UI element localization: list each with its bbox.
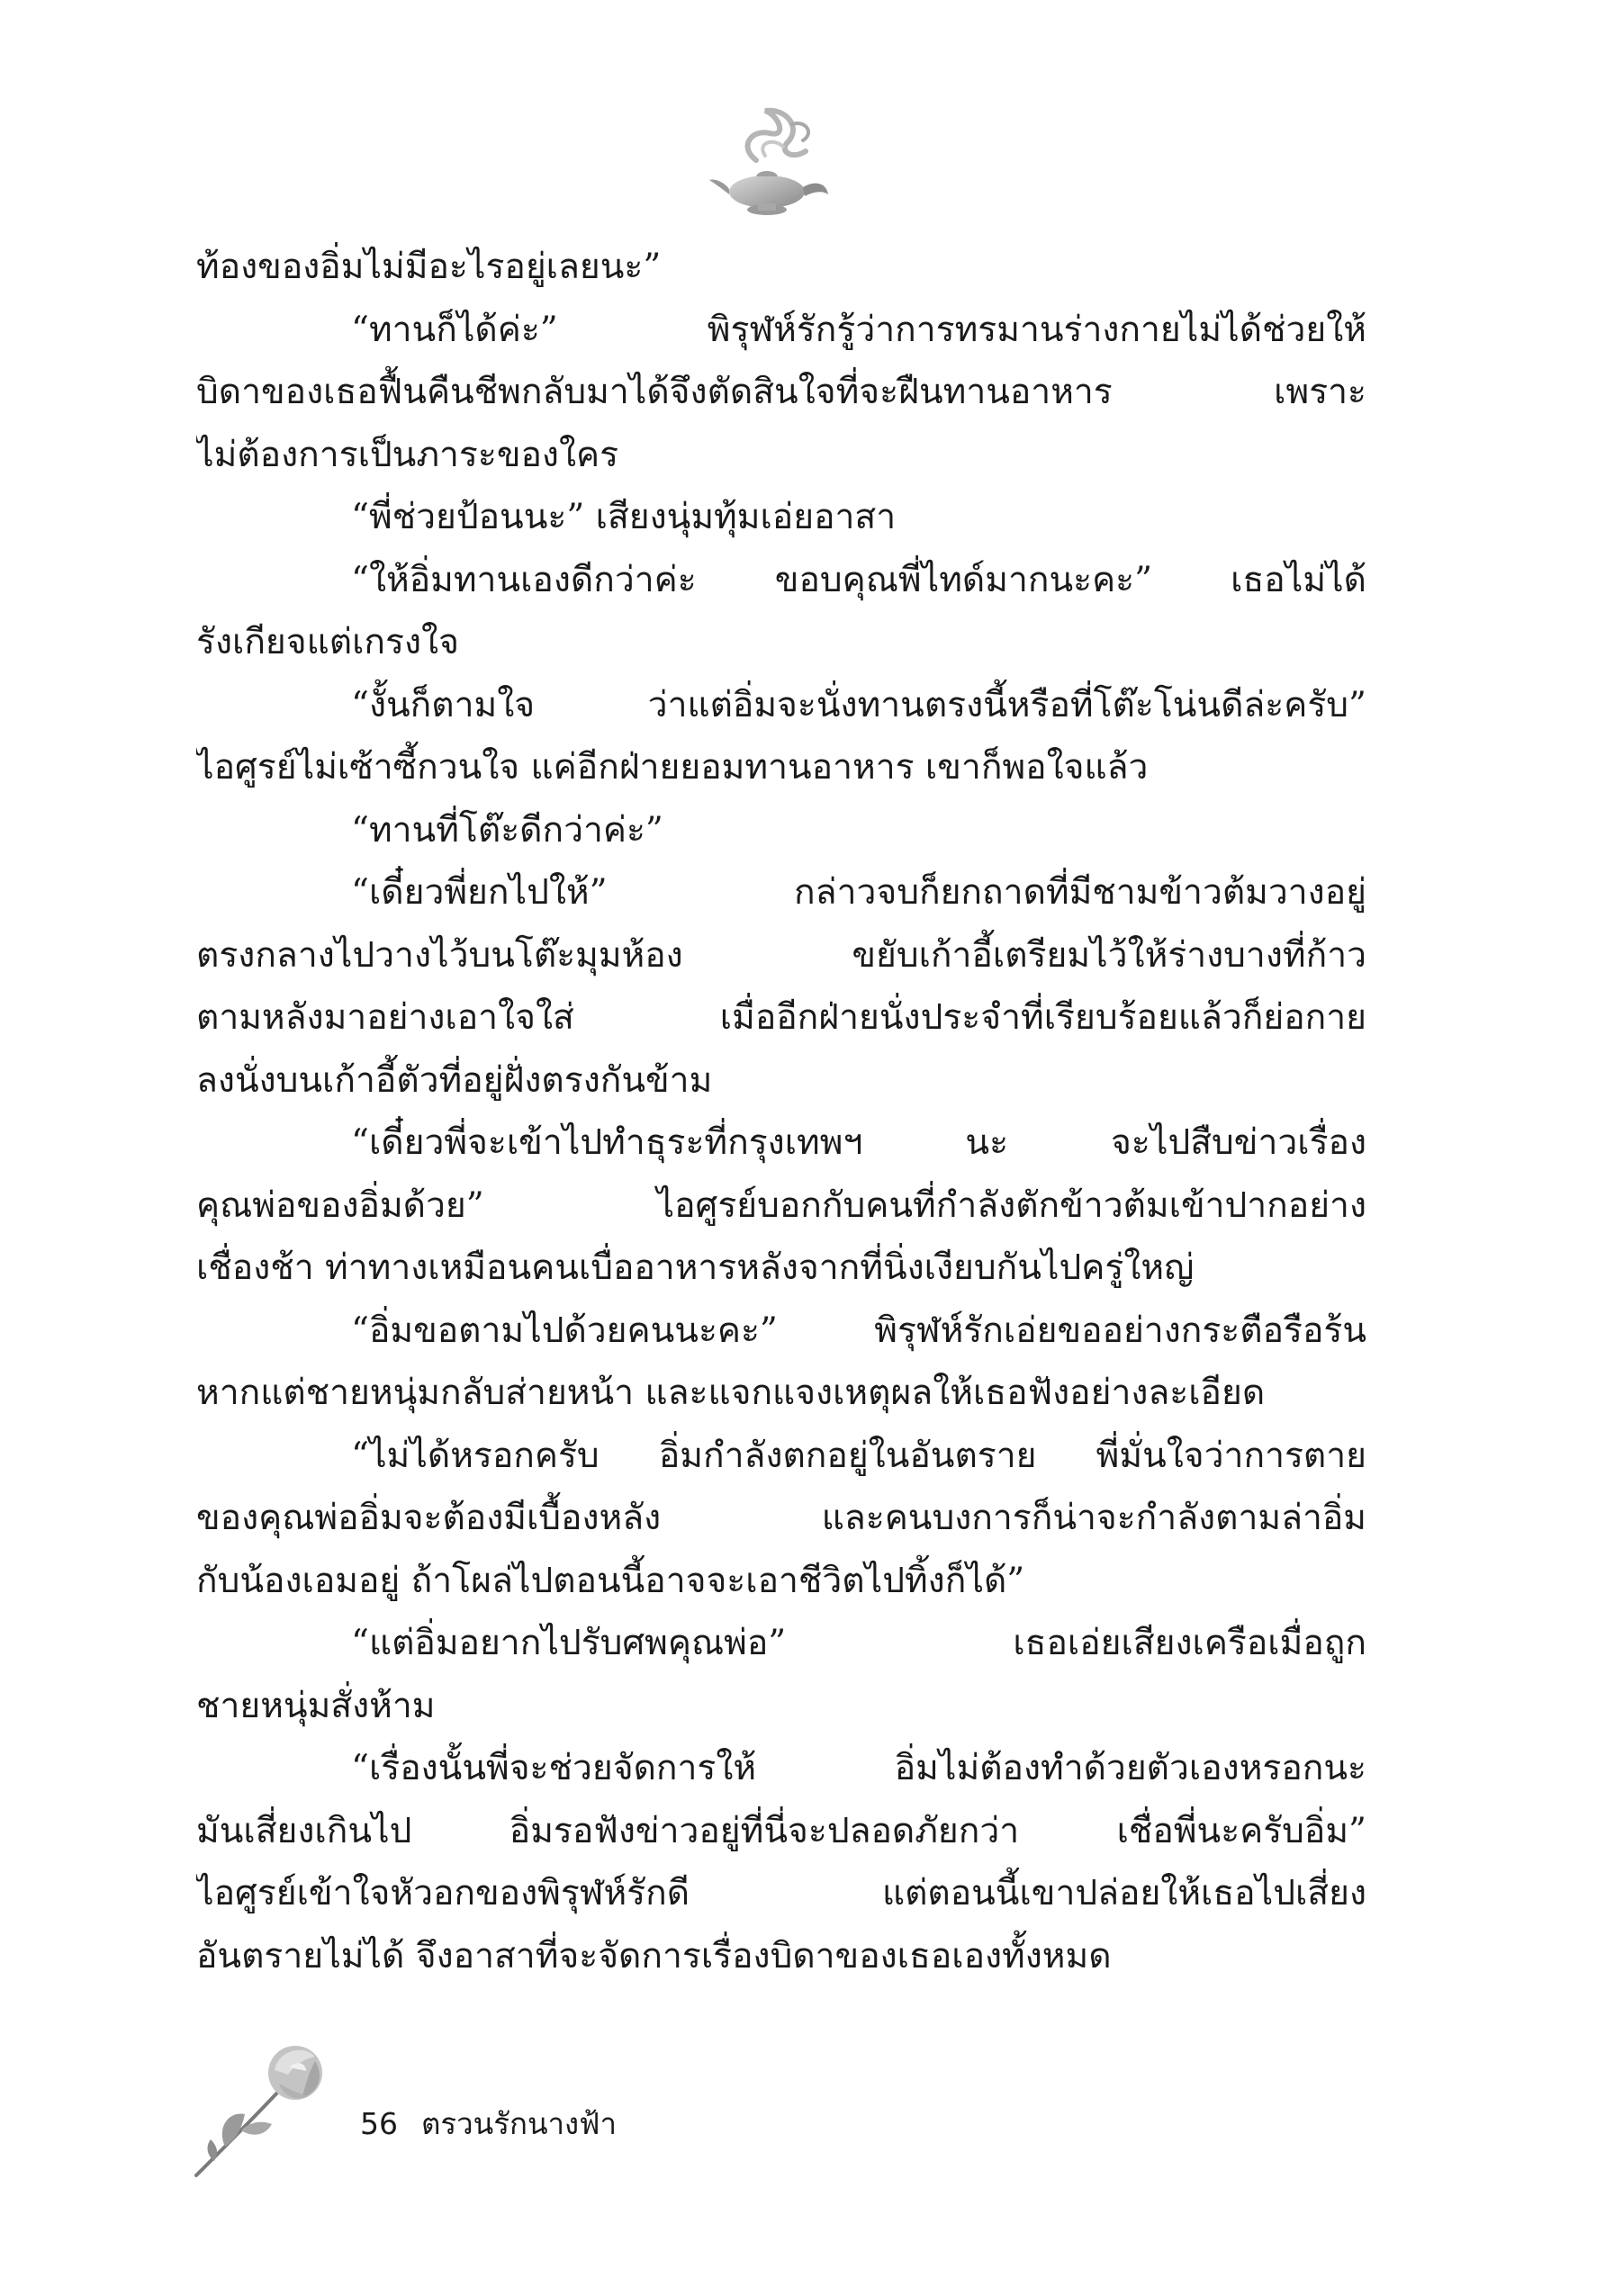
- text-line: “ไม่ได้หรอกครับ อิ่มกำลังตกอยู่ในอันตราย พี่มั่นใจว่าการตาย: [351, 1435, 1366, 1476]
- text-line: คุณพ่อของอิ่มด้วย” ไอศูรย์บอกกับคนที่กำลังตักข้าวต้มเข้าปากอย่าง: [196, 1184, 1366, 1226]
- magic-lamp-icon: [702, 97, 837, 232]
- text-line: “เดี๋ยวพี่จะเข้าไปทำธุระที่กรุงเทพฯ นะ จะไปสืบข่าวเรื่อง: [351, 1122, 1366, 1163]
- text-line: รังเกียจแต่เกรงใจ: [196, 622, 459, 662]
- text-line: ลงนั่งบนเก้าอี้ตัวที่อยู่ฝั่งตรงกันข้าม: [196, 1059, 713, 1101]
- text-line: ตรงกลางไปวางไว้บนโต๊ะมุมห้อง ขยับเก้าอี้เตรียมไว้ให้ร่างบางที่ก้าว: [196, 934, 1366, 976]
- text-line: กับน้องเอมอยู่ ถ้าโผล่ไปตอนนี้อาจจะเอาชีวิตไปทิ้งก็ได้”: [196, 1560, 1025, 1601]
- text-line: “แต่อิ่มอยากไปรับศพคุณพ่อ” เธอเอ่ยเสียงเครือเมื่อถูก: [351, 1623, 1366, 1663]
- page-footer: [189, 2021, 729, 2183]
- text-line: มันเสี่ยงเกินไป อิ่มรอฟังข่าวอยู่ที่นี่จะปลอดภัยกว่า เชื่อพี่นะครับอิ่ม”: [196, 1810, 1366, 1851]
- text-line: “ทานที่โต๊ะดีกว่าค่ะ”: [351, 809, 663, 851]
- text-line: อันตรายไม่ได้ จึงอาสาที่จะจัดการเรื่องบิดาของเธอเองทั้งหมด: [196, 1935, 1112, 1976]
- text-line: ท้องของอิ่มไม่มีอะไรอยู่เลยนะ”: [196, 247, 662, 287]
- text-line: “ทานก็ได้ค่ะ” พิรุฬห์รักรู้ว่าการทรมานร่างกายไม่ได้ช่วยให้: [351, 309, 1366, 350]
- text-line: ไอศูรย์ไม่เซ้าซี้กวนใจ แค่อีกฝ่ายยอมทานอาหาร เขาก็พอใจแล้ว: [196, 747, 1149, 788]
- page-number: 56: [360, 2106, 398, 2141]
- page-folio: [360, 2100, 617, 2147]
- text-line: “อิ่มขอตามไปด้วยคนนะคะ” พิรุฬห์รักเอ่ยขออย่างกระตือรือร้น: [351, 1310, 1366, 1351]
- text-line: “ให้อิ่มทานเองดีกว่าค่ะ ขอบคุณพี่ไทด์มากนะคะ” เธอไม่ได้: [351, 559, 1366, 600]
- text-line: “งั้นก็ตามใจ ว่าแต่อิ่มจะนั่งทานตรงนี้หรือที่โต๊ะโน่นดีล่ะครับ”: [351, 684, 1366, 725]
- text-line: เชื่องช้า ท่าทางเหมือนคนเบื่ออาหารหลังจากที่นิ่งเงียบกันไปครู่ใหญ่: [196, 1247, 1195, 1288]
- rose-icon: [189, 2021, 351, 2183]
- body-text: [196, 236, 1366, 1987]
- text-line: บิดาของเธอฟื้นคืนชีพกลับมาได้จึงตัดสินใจที่จะฝืนทานอาหาร เพราะ: [196, 372, 1366, 412]
- text-line: ชายหนุ่มสั่งห้าม: [196, 1685, 436, 1726]
- book-title: ตรวนรักนางฟ้า: [421, 2106, 618, 2141]
- text-line: ตามหลังมาอย่างเอาใจใส่ เมื่ออีกฝ่ายนั่งประจำที่เรียบร้อยแล้วก็ย่อกาย: [196, 997, 1366, 1038]
- text-line: ไม่ต้องการเป็นภาระของใคร: [196, 434, 619, 475]
- text-line: ของคุณพ่ออิ่มจะต้องมีเบื้องหลัง และคนบงการก็น่าจะกำลังตามล่าอิ่ม: [196, 1498, 1366, 1538]
- text-line: ไอศูรย์เข้าใจหัวอกของพิรุฬห์รักดี แต่ตอนนี้เขาปล่อยให้เธอไปเสี่ยง: [196, 1873, 1366, 1913]
- text-line: “พี่ช่วยป้อนนะ” เสียงนุ่มทุ้มเอ่ยอาสา: [351, 497, 897, 537]
- text-line: “เดี๋ยวพี่ยกไปให้” กล่าวจบก็ยกถาดที่มีชามข้าวต้มวางอยู่: [351, 872, 1366, 913]
- text-line: หากแต่ชายหนุ่มกลับส่ายหน้า และแจกแจงเหตุผลให้เธอฟังอย่างละเอียด: [196, 1373, 1266, 1413]
- text-line: “เรื่องนั้นพี่จะช่วยจัดการให้ อิ่มไม่ต้องทำด้วยตัวเองหรอกนะ: [351, 1748, 1366, 1788]
